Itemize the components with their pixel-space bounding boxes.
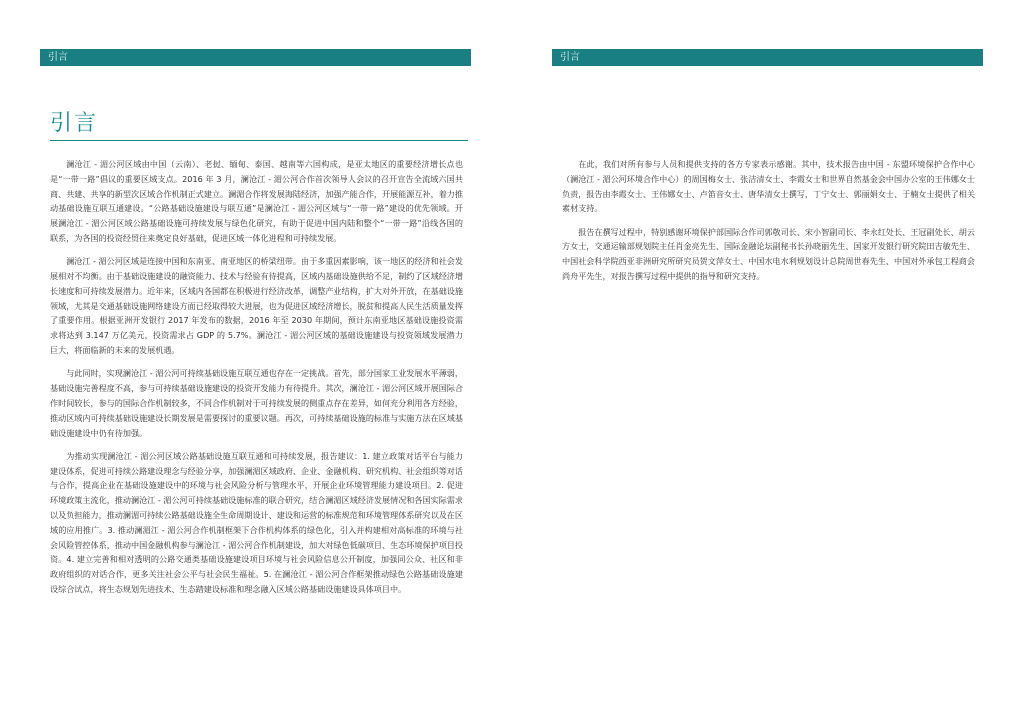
section-header-label: 引言 bbox=[48, 52, 68, 63]
paragraph: 澜沧江 - 湄公河区域是连接中国和东南亚、南亚地区的桥梁纽带。由于多重因素影响，该一地区的经济和社会发展相对不均衡。由于基础设施建设的融资能力、技术与经验有待提高，区域内基础设施供给不足，制约了区域经济增长速度和可持续发展潜力。近年来，区域内各国都在积极进行经济改革，调整产业结构，扩大对外开放，在基础设施领域，尤其是交通基础设施网络建设方面已经取得较大进展，也为促进区域经济增长，脱贫和提高人民生活质量发挥了重要作用。根据亚洲开发银行 2017 年发布的数据，2016 年至 2030 年期间，预计东南亚地区基础设施投资需求将达到 3.147 万亿美元，投资需求占 GDP 的 5.7%。澜沧江 - 湄公河区域的基础设施建设与投资领域发展潜力巨大，将面临新的未来的发展机遇。 bbox=[50, 256, 463, 356]
paragraph: 在此，我们对所有参与人员和提供支持的各方专家表示感谢。其中，技术报告由中国 - 东盟环境保护合作中心（澜沧江 - 湄公河环境合作中心）的周国梅女士、张洁清女士、李霞女士和世界自然基金会中国办公室的王伟娜女士负责，报告由李霞女士、王伟娜女士、卢笛音女士、唐华清女士撰写，丁宁女士、郭丽娟女士、于楠女士提供了相关素材支持。 bbox=[562, 159, 975, 214]
section-header-band bbox=[552, 49, 983, 66]
title-divider bbox=[50, 140, 468, 141]
paragraph: 为推动实现澜沧江 - 湄公河区域公路基础设施互联互通和可持续发展，报告建议：1. 建立政策对话平台与能力建设体系，促进可持续公路建设理念与经验分享，加强澜湄区域政府、企业、金融机构、研究机构、社会组织等对话与合作，提高企业在基础设施建设中的环境与社会风险分析与管理水平，开展企业环境管理能力建设项目。2. 促进环境政策主流化，推动澜沧江 - 湄公河可持续基础设施标准的联合研究，结合澜湄区域经济发展情况和各国实际需求以及负担能力，推动澜湄可持续公路基础设施全生命周期设计、建设和运营的标准规范和环境管理体系研究以及在区域的应用推广。3. 推动澜湄江 - 湄公河合作机制框架下合作机构体系的绿色化，引入并构建相对高标准的环境与社会风险管控体系，推动中国金融机构参与澜沧江 - 湄公河合作机制建设，加大对绿色低碳项目、生态环境保护项目投资。4. 建立完善和相对透明的公路交通类基础设施建设项目环境与社会风险信息公开制度，加强同公众、社区和非政府组织的对话合作，更多关注社会公平与社会民生福祉。5. 在澜沧江 - 湄公河合作框架推动绿色公路基础设施建设综合试点，将生态规划先进技术、生态踏建设标准和理念融入区域公路基础设施建设具体项目中。 bbox=[50, 450, 463, 595]
paragraph: 澜沧江 - 湄公河区域由中国（云南）、老挝、缅甸、泰国、越南等六国构成，是亚太地区的重要经济增长点也是“一带一路”倡议的重要区域支点。2016 年 3 月，澜沧江 - 湄公河合作首次领导人会议的召开宣告全流域六国共商、共建、共享的新型次区域合作机制正式建立。澜湄合作将发展海陆经济，加强产能合作，开展能源互补，着力推动基础设施互联互通建设。“公路基础设施建设与联互通”是澜沧江 - 湄公河区域与“一带一路”建设的优先领域。开展澜沧江 - 湄公河区域公路基础设施可持续发展与绿色化研究，有助于促进中国内陆和整个“一带一路”沿线各国的联系，为各国的投资经贸往来奠定良好基础，促进区域一体化进程和可持续发展。 bbox=[50, 159, 463, 243]
paragraph: 报告在撰写过程中，特别感谢环境保护部国际合作司郭敬司长、宋小智副司长、李永红处长、王冠副处长、胡云方女士，交通运输部规划院主任肖金亮先生、国际金融论坛副秘书长孙晓丽先生、国家开发银行研究院田吉敏先生、中国社会科学院西亚非洲研究所研究员贺文萍女士、中国水电水利规划设计总院周世春先生、中国对外承包工程商会尚舟平先生，对报告撰写过程中提供的指导和研究支持。 bbox=[562, 226, 975, 282]
right-page bbox=[512, 0, 1024, 724]
section-header-band bbox=[40, 49, 471, 66]
body-text bbox=[50, 157, 463, 605]
paragraph: 与此同时，实现澜沧江 - 湄公河可持续基础设施互联互通也存在一定挑战。首先，部分国家工业发展水平薄弱，基础设施完善程度不高，参与可持续基础设施建设的投资开发能力有待提升。其次，澜沧江 - 湄公河区域开展国际合作时间较长，参与的国际合作机制较多，不同合作机制对于可持续发展的侧重点存在差异，如何充分利用各方经验，推动区域内可持续基础设施建设长期发展是需要探讨的重要议题。再次，可持续基础设施的标准与实施方法在区域基础设施建设中仍有待加强。 bbox=[50, 368, 463, 438]
section-header-label: 引言 bbox=[560, 52, 580, 63]
body-text bbox=[562, 157, 975, 292]
page-title: 引言 bbox=[50, 111, 99, 136]
